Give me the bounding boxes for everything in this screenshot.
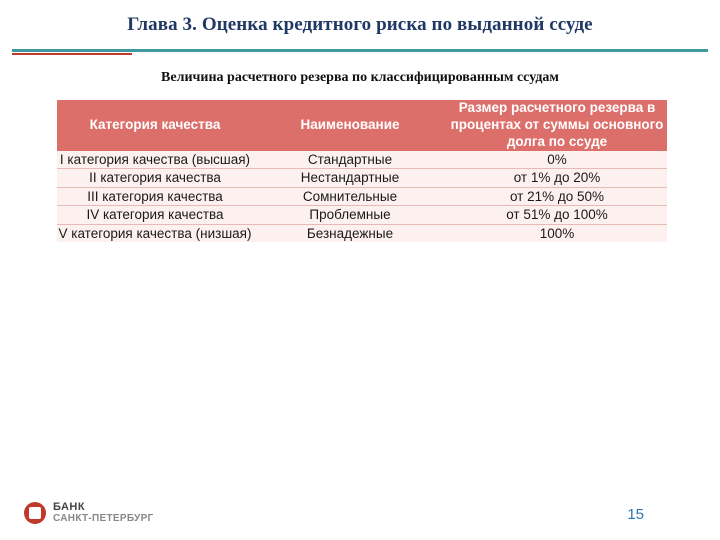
cell-category: II категория качества (57, 169, 253, 188)
table-caption: Величина расчетного резерва по классифицированным ссудам (161, 70, 559, 85)
cell-name: Безнадежные (253, 224, 447, 242)
page-number: 15 (627, 506, 644, 523)
table-header-row (57, 100, 667, 151)
bank-logo (24, 498, 214, 528)
cell-category: IV категория качества (57, 206, 253, 225)
bank-logo-line-2: САНКТ-ПЕТЕРБУРГ (53, 512, 154, 524)
cell-reserve: 0% (447, 151, 667, 169)
column-header-name: Наименование (253, 100, 447, 151)
cell-name: Нестандартные (253, 169, 447, 188)
reserve-table-container (57, 100, 667, 242)
table-row (57, 224, 667, 242)
page-title: Глава 3. Оценка кредитного риска по выданной ссуде (127, 14, 593, 35)
table-row (57, 187, 667, 206)
cell-category: V категория качества (низшая) (58, 225, 252, 241)
cell-reserve: от 21% до 50% (447, 187, 667, 206)
column-header-reserve: Размер расчетного резерва в процентах от суммы основного долга по ссуде (447, 100, 667, 151)
table-row (57, 169, 667, 188)
cell-category: I категория качества (высшая) (57, 151, 253, 169)
table-row (57, 151, 667, 169)
divider-line-teal (12, 49, 708, 52)
cell-reserve: 100% (447, 224, 667, 242)
table-row (57, 206, 667, 225)
column-header-category: Категория качества (57, 100, 253, 151)
bank-logo-icon (24, 502, 46, 524)
table-body (57, 151, 667, 243)
cell-name: Стандартные (253, 151, 447, 169)
table-header (57, 100, 667, 151)
cell-name: Проблемные (253, 206, 447, 225)
cell-reserve: от 1% до 20% (447, 169, 667, 188)
cell-category: III категория качества (57, 187, 253, 206)
bank-logo-text (53, 502, 154, 524)
cell-name: Сомнительные (253, 187, 447, 206)
title-divider (12, 49, 708, 55)
bank-logo-line-1: БАНК (53, 500, 86, 513)
reserve-table (57, 100, 667, 242)
cell-reserve: от 51% до 100% (447, 206, 667, 225)
divider-line-red (12, 53, 132, 55)
